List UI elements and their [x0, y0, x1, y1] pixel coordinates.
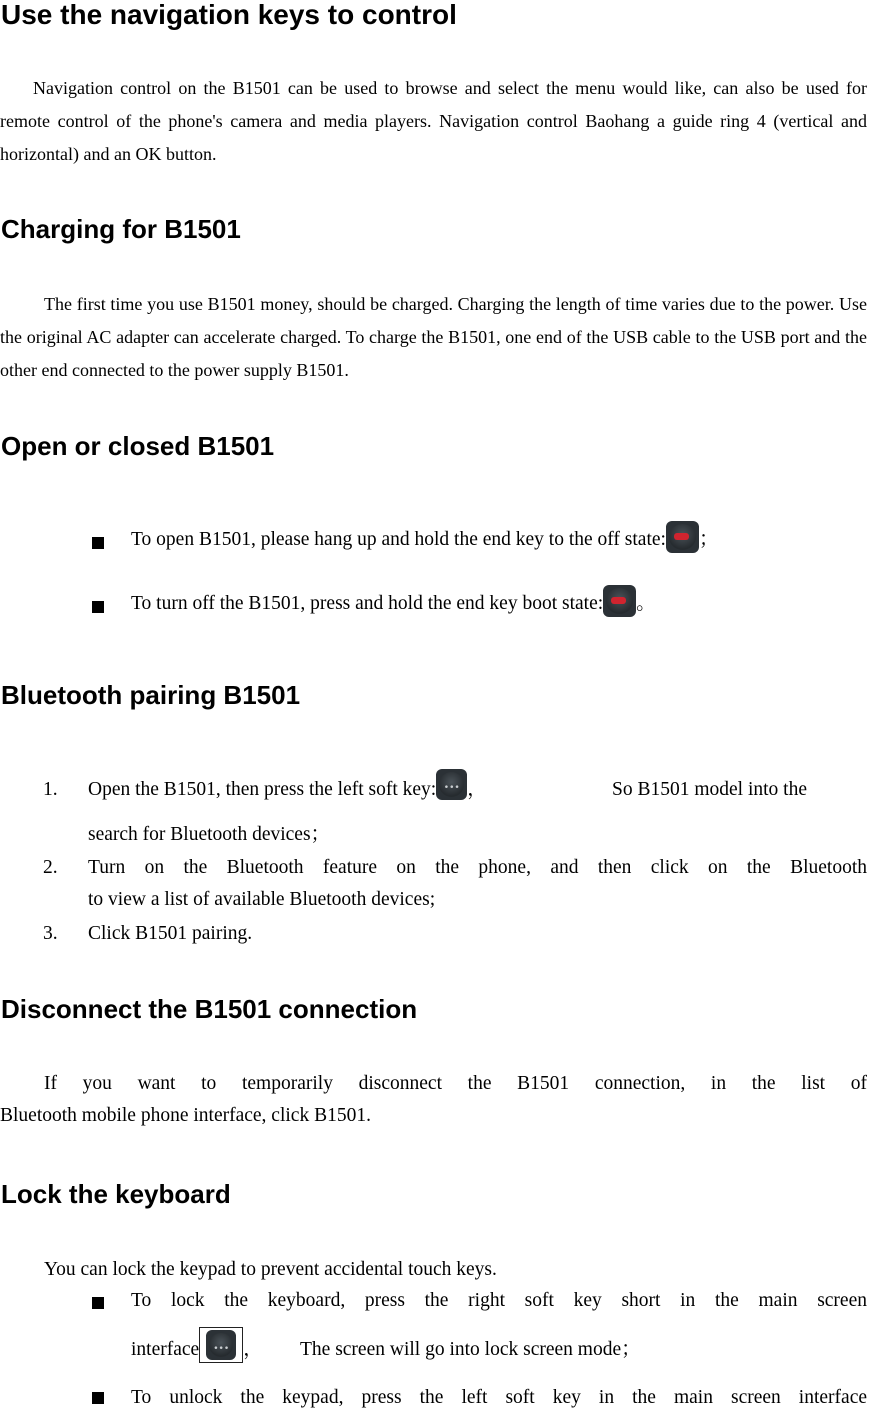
lock-intro-text: You can lock the keypad to prevent accidental touch keys. [44, 1259, 497, 1280]
bullet-square [92, 1297, 104, 1309]
lock-item-1-text-end: The screen will go into lock screen mode； [300, 1339, 641, 1360]
heading-disconnect: Disconnect the B1501 connection [1, 994, 418, 1024]
punctuation: ； [698, 529, 719, 550]
step-1-text-end: search for Bluetooth devices； [88, 824, 331, 845]
lock-item-1-line-2 [131, 1336, 263, 1364]
end-call-key-icon [666, 521, 699, 553]
disconnect-text-line-1: If you want to temporarily disconnect the B1501 connection, in the list of [44, 1073, 867, 1094]
right-soft-key-icon [206, 1330, 236, 1360]
step-3-text: Click B1501 pairing. [88, 923, 253, 944]
bluetooth-step-1-part-a [88, 776, 487, 804]
open-instruction-text: To open B1501, please hang up and hold the end key to the off state: [131, 529, 666, 550]
step-1-text-cont: So B1501 model into the [612, 779, 807, 800]
open-close-item-1 [131, 526, 718, 554]
close-instruction-text: To turn off the B1501, press and hold the end key boot state: [131, 593, 604, 614]
open-close-item-2 [131, 590, 656, 618]
bullet-square [92, 537, 104, 549]
paragraph-navigation: Navigation control on the B1501 can be used to browse and select the menu would like, can also be used for remote control of the phone's camera and media players. Navigation control Baohang a guide ring 4 (vertical and horizontal) and an OK button. [0, 78, 867, 164]
step-number: 2. [43, 857, 58, 878]
left-soft-key-icon [436, 769, 467, 800]
step-number: 1. [43, 779, 58, 800]
heading-charging: Charging for B1501 [1, 214, 241, 244]
step-2-text-line-1: Turn on the Bluetooth feature on the phone, and then click on the Bluetooth [88, 857, 867, 878]
bullet-square [92, 1392, 104, 1404]
lock-item-1-line-1: To lock the keyboard, press the right soft key short in the main screen [131, 1290, 867, 1311]
heading-bluetooth-pairing: Bluetooth pairing B1501 [1, 680, 301, 710]
lock-item-2-text: To unlock the keypad, press the left soft key in the main screen interface [131, 1387, 867, 1408]
heading-open-close: Open or closed B1501 [1, 431, 275, 461]
step-number: 3. [43, 923, 58, 944]
step-1-text: Open the B1501, then press the left soft key: [88, 779, 437, 800]
punctuation: ， [467, 779, 487, 800]
lock-item-1-text: interface [131, 1339, 200, 1360]
punctuation: ， [243, 1339, 263, 1360]
step-2-text-line-2: to view a list of available Bluetooth devices; [88, 889, 436, 910]
paragraph-charging: The first time you use B1501 money, should be charged. Charging the length of time varies due to the power. Use the original AC adapter can accelerate charged. To charge the B1501, one end of the USB cable to the USB port and the other end connected to the power supply B1501. [0, 294, 867, 380]
end-call-key-icon [603, 585, 636, 617]
disconnect-text-line-2: Bluetooth mobile phone interface, click B1501. [0, 1105, 371, 1126]
soft-key-frame [199, 1327, 243, 1363]
bullet-square [92, 601, 104, 613]
punctuation: 。 [636, 593, 656, 614]
heading-navigation-keys: Use the navigation keys to control [1, 0, 457, 30]
heading-lock-keyboard: Lock the keyboard [1, 1179, 231, 1209]
